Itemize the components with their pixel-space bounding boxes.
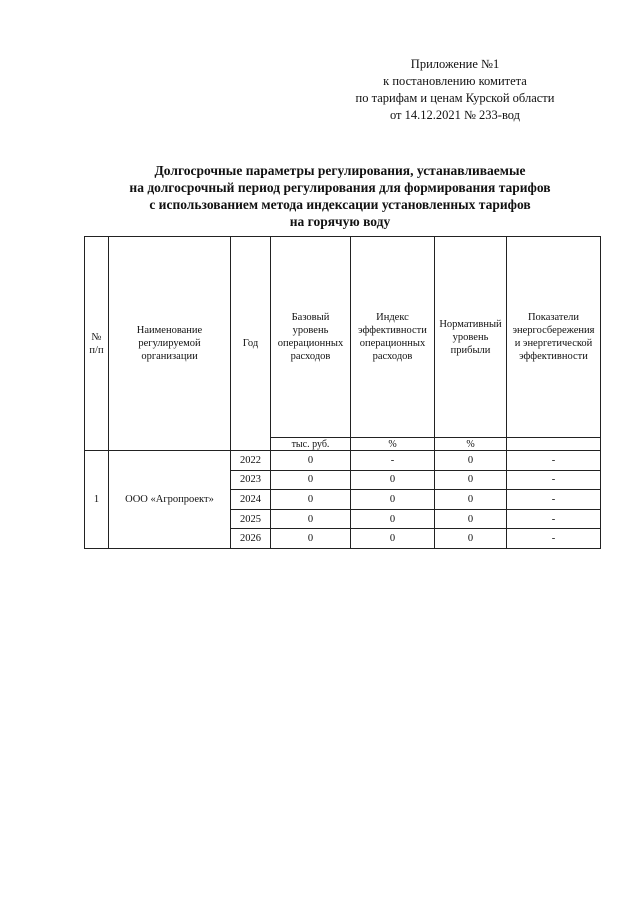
title-line-4: на горячую воду [289, 214, 391, 229]
title-line-2: на долгосрочный период регулирования для формирования тарифов [129, 180, 551, 195]
header-base: Базовый уровень операционных расходов [271, 237, 351, 438]
header-year: Год [231, 237, 271, 451]
cell-energy: - [507, 529, 601, 549]
appendix-line-4: от 14.12.2021 № 233-вод [389, 108, 521, 122]
cell-base: 0 [271, 529, 351, 549]
cell-index: 0 [351, 490, 435, 510]
row-number: 1 [85, 451, 109, 549]
cell-energy: - [507, 490, 601, 510]
cell-index: 0 [351, 509, 435, 529]
cell-year: 2023 [231, 470, 271, 490]
unit-index: % [351, 438, 435, 451]
organization-name: ООО «Агропроект» [109, 451, 231, 549]
cell-year: 2022 [231, 451, 271, 471]
appendix-block [330, 56, 580, 124]
appendix-line-1: Приложение №1 [410, 57, 500, 71]
title-line-3: с использованием метода индексации установленных тарифов [149, 197, 531, 212]
cell-year: 2025 [231, 509, 271, 529]
cell-year: 2024 [231, 490, 271, 510]
cell-index: 0 [351, 470, 435, 490]
unit-profit: % [435, 438, 507, 451]
appendix-line-3: по тарифам и ценам Курской области [355, 91, 555, 105]
cell-profit: 0 [435, 509, 507, 529]
cell-base: 0 [271, 470, 351, 490]
table-row [85, 451, 601, 471]
header-index: Индекс эффективности операционных расходов [351, 237, 435, 438]
cell-index: - [351, 451, 435, 471]
title-line-1: Долгосрочные параметры регулирования, устанавливаемые [154, 163, 526, 178]
cell-year: 2026 [231, 529, 271, 549]
cell-base: 0 [271, 451, 351, 471]
cell-index: 0 [351, 529, 435, 549]
unit-base: тыс. руб. [271, 438, 351, 451]
header-profit: Нормативный уровень прибыли [435, 237, 507, 438]
header-org: Наименование регулируемой организации [109, 237, 231, 451]
cell-profit: 0 [435, 470, 507, 490]
cell-energy: - [507, 509, 601, 529]
cell-energy: - [507, 470, 601, 490]
cell-energy: - [507, 451, 601, 471]
parameters-table [84, 236, 601, 549]
header-num: № п/п [85, 237, 109, 451]
unit-energy [507, 438, 601, 451]
appendix-line-2: к постановлению комитета [383, 74, 527, 88]
cell-base: 0 [271, 490, 351, 510]
document-title [80, 162, 600, 230]
cell-profit: 0 [435, 451, 507, 471]
cell-base: 0 [271, 509, 351, 529]
cell-profit: 0 [435, 529, 507, 549]
header-energy: Показатели энергосбережения и энергетической эффективности [507, 237, 601, 438]
cell-profit: 0 [435, 490, 507, 510]
table-header-row [85, 237, 601, 438]
